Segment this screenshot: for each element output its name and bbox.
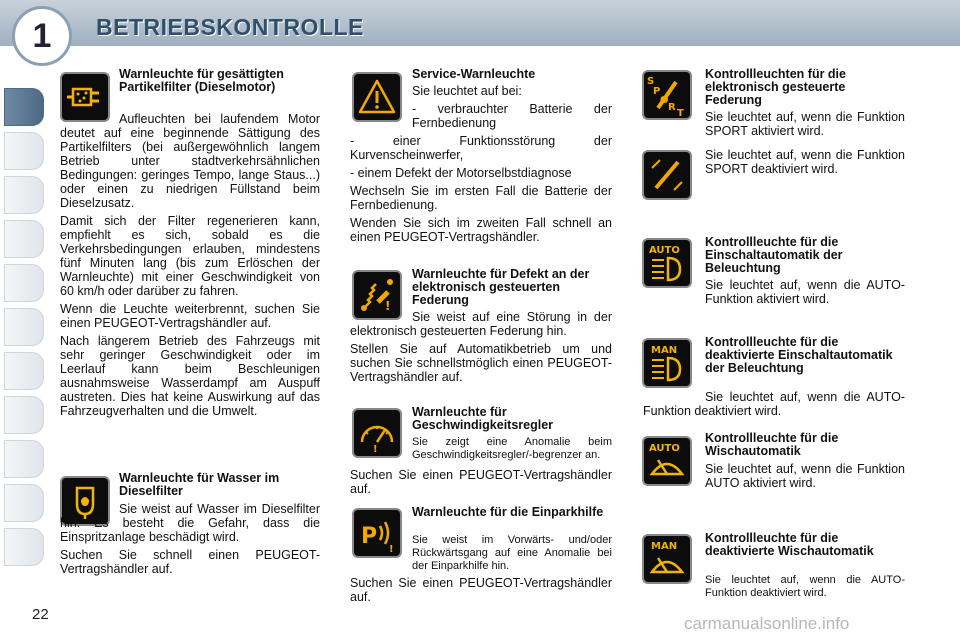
service-list-item-2: - einer Funktionsstörung der Kurvenscheinwerfer,	[350, 134, 612, 162]
chapter-tab-11[interactable]	[4, 528, 44, 566]
auto-wipe-label: AUTO	[649, 443, 680, 454]
sport-suspension-off-icon	[644, 152, 690, 198]
cruise-control-warning-icon	[354, 410, 400, 456]
manwipe-title: Kontrollleuchte für die deaktivierte Wischautomatik	[705, 531, 874, 558]
sport-title: Kontrollleuchten für die elektronisch gesteuerte Federung	[705, 67, 846, 107]
chapter-tab-3[interactable]	[4, 176, 44, 214]
service-paragraph-2: Wechseln Sie im ersten Fall die Batterie der Fernbedienung.	[350, 184, 612, 212]
service-paragraph-1: Sie leuchtet auf bei:	[412, 84, 522, 98]
autolight-paragraph-1: Sie leuchtet auf, wenn die AUTO-Funktion aktiviert wird.	[705, 278, 905, 306]
manlight-paragraph-1	[643, 390, 905, 422]
svg-text:!: !	[389, 544, 394, 555]
chapter-tab-4[interactable]	[4, 220, 44, 258]
suspension-section	[350, 310, 612, 388]
sport-paragraph-1: Sie leuchtet auf, wenn die Funktion SPORT aktiviert wird.	[705, 110, 905, 138]
chapter-tab-1[interactable]	[4, 88, 44, 126]
chapter-tab-5[interactable]	[4, 264, 44, 302]
park-assist-warning-icon	[354, 510, 400, 556]
manual-lighting-icon	[644, 340, 690, 386]
park-paragraph-1: Sie weist im Vorwärts- und/oder Rückwärtsgang auf eine Anomalie bei der Einparkhilfe hin.	[412, 534, 612, 572]
sport-letter-o: O	[660, 95, 669, 106]
dpf-title: Warnleuchte für gesättigten Partikelfilter (Dieselmotor)	[119, 67, 284, 94]
auto-lighting-icon	[644, 240, 690, 286]
sport-paragraph-2: Sie leuchtet auf, wenn die Funktion SPORT deaktiviert wird.	[705, 148, 905, 176]
park-title: Warnleuchte für die Einparkhilfe	[412, 505, 604, 519]
chapter-tab-6[interactable]	[4, 308, 44, 346]
chapter-tabs	[0, 60, 48, 580]
chapter-badge	[12, 6, 72, 66]
autowipe-title: Kontrollleuchte für die Wischautomatik	[705, 431, 839, 458]
sport-letter-r: R	[668, 102, 676, 113]
auto-wiper-icon	[644, 438, 690, 484]
man-light-label: MAN	[651, 345, 678, 356]
water-section	[60, 502, 320, 580]
sport-letter-s: S	[647, 76, 655, 87]
service-section	[350, 84, 612, 248]
park-paragraph-2: Suchen Sie einen PEUGEOT-Vertragshändler auf.	[350, 576, 612, 604]
page-number: 22	[32, 606, 49, 623]
svg-text:P: P	[361, 524, 378, 549]
man-wipe-label: MAN	[651, 541, 678, 552]
manwipe-paragraph-1: Sie leuchtet auf, wenn die AUTO-Funktion deaktiviert wird.	[705, 574, 905, 599]
manlight-title: Kontrollleuchte für die deaktivierte Einschaltautomatik der Beleuchtung	[705, 335, 893, 375]
svg-text:!: !	[385, 299, 391, 313]
svg-text:!: !	[373, 444, 378, 455]
page-header	[0, 0, 960, 46]
chapter-number: 1	[32, 17, 52, 55]
chapter-tab-10[interactable]	[4, 484, 44, 522]
chapter-tab-2[interactable]	[4, 132, 44, 170]
chapter-tab-8[interactable]	[4, 396, 44, 434]
speed-paragraph-2: Suchen Sie einen PEUGEOT-Vertragshändler auf.	[350, 468, 612, 496]
page-title: BETRIEBSKONTROLLE	[96, 14, 364, 40]
autowipe-paragraph-1: Sie leuchtet auf, wenn die Funktion AUTO aktiviert wird.	[705, 462, 905, 490]
watermark: carmanualsonline.info	[684, 614, 850, 633]
sport-letter-t: T	[677, 108, 684, 118]
service-list-item-1: - verbrauchter Batterie der Fernbedienung	[412, 102, 612, 130]
water-title: Warnleuchte für Wasser im Dieselfilter	[119, 471, 280, 498]
autolight-title: Kontrollleuchte für die Einschaltautomatik der Beleuchtung	[705, 235, 843, 275]
suspension-paragraph-1: Sie weist auf eine Störung in der elektronisch gesteuerten Federung hin.	[350, 310, 612, 338]
auto-light-label: AUTO	[649, 245, 680, 256]
chapter-tab-7[interactable]	[4, 352, 44, 390]
service-title: Service-Warnleuchte	[412, 67, 536, 81]
dpf-paragraph-3: Wenn die Leuchte weiterbrennt, suchen Sie einen PEUGEOT-Vertragshändler auf.	[60, 302, 320, 330]
speed-paragraph-1: Sie zeigt eine Anomalie beim Geschwindigkeitsregler/-begrenzer an.	[412, 436, 612, 461]
service-paragraph-3: Wenden Sie sich im zweiten Fall schnell an einen PEUGEOT-Vertragshändler.	[350, 216, 612, 244]
water-paragraph-1: Sie weist auf Wasser im Dieselfilter hin. Es besteht die Gefahr, dass die Einspritzanlage beschädigt wird.	[60, 502, 320, 544]
water-paragraph-2: Suchen Sie schnell einen PEUGEOT-Vertragshändler auf.	[60, 548, 320, 576]
suspension-paragraph-2: Stellen Sie auf Automatikbetrieb um und suchen Sie schnellstmöglich einen PEUGEOT-Vertragshändler auf.	[350, 342, 612, 384]
chapter-tab-9[interactable]	[4, 440, 44, 478]
suspension-title: Warnleuchte für Defekt an der elektronisch gesteuerten Federung	[412, 267, 590, 307]
service-list-item-3: - einem Defekt der Motorselbstdiagnose	[350, 166, 572, 180]
manlight-text: Sie leuchtet auf, wenn die AUTO-Funktion deaktiviert wird.	[643, 390, 905, 418]
speed-title: Warnleuchte für Geschwindigkeitsregler	[412, 405, 554, 432]
sport-suspension-on-icon	[644, 72, 690, 118]
sport-letter-p: P	[653, 86, 661, 97]
dpf-section	[60, 112, 320, 422]
dpf-paragraph-4: Nach längerem Betrieb des Fahrzeugs mit sehr geringer Geschwindigkeit oder im Leerlauf kann beim Beschleunigen ausnahmsweise Wasserdampf am Auspuff austreten. Dies hat keine Auswirkung auf das Fahrzeugverhalten und die Umwelt.	[60, 334, 320, 418]
manual-wiper-icon	[644, 536, 690, 582]
dpf-paragraph-2: Damit sich der Filter regenerieren kann, empfiehlt es sich, sobald es die Verkehrsbedingungen erlauben, mindestens fünf Minuten lang (bis zum Erlöschen der Warnleuchte) mit einer Geschwindigkeit von 60 km/h oder darüber zu fahren.	[60, 214, 320, 298]
dpf-paragraph-1: Aufleuchten bei laufendem Motor deutet auf eine beginnende Sättigung des Partikelfilters (bei außergewöhnlich langem Betrieb unter stadtverkehrsähnlichen Bedingungen: geringes Tempo, lange Staus...) oder einen zu niedrigen Füllstand beim Dieselzusatz.	[60, 112, 320, 210]
